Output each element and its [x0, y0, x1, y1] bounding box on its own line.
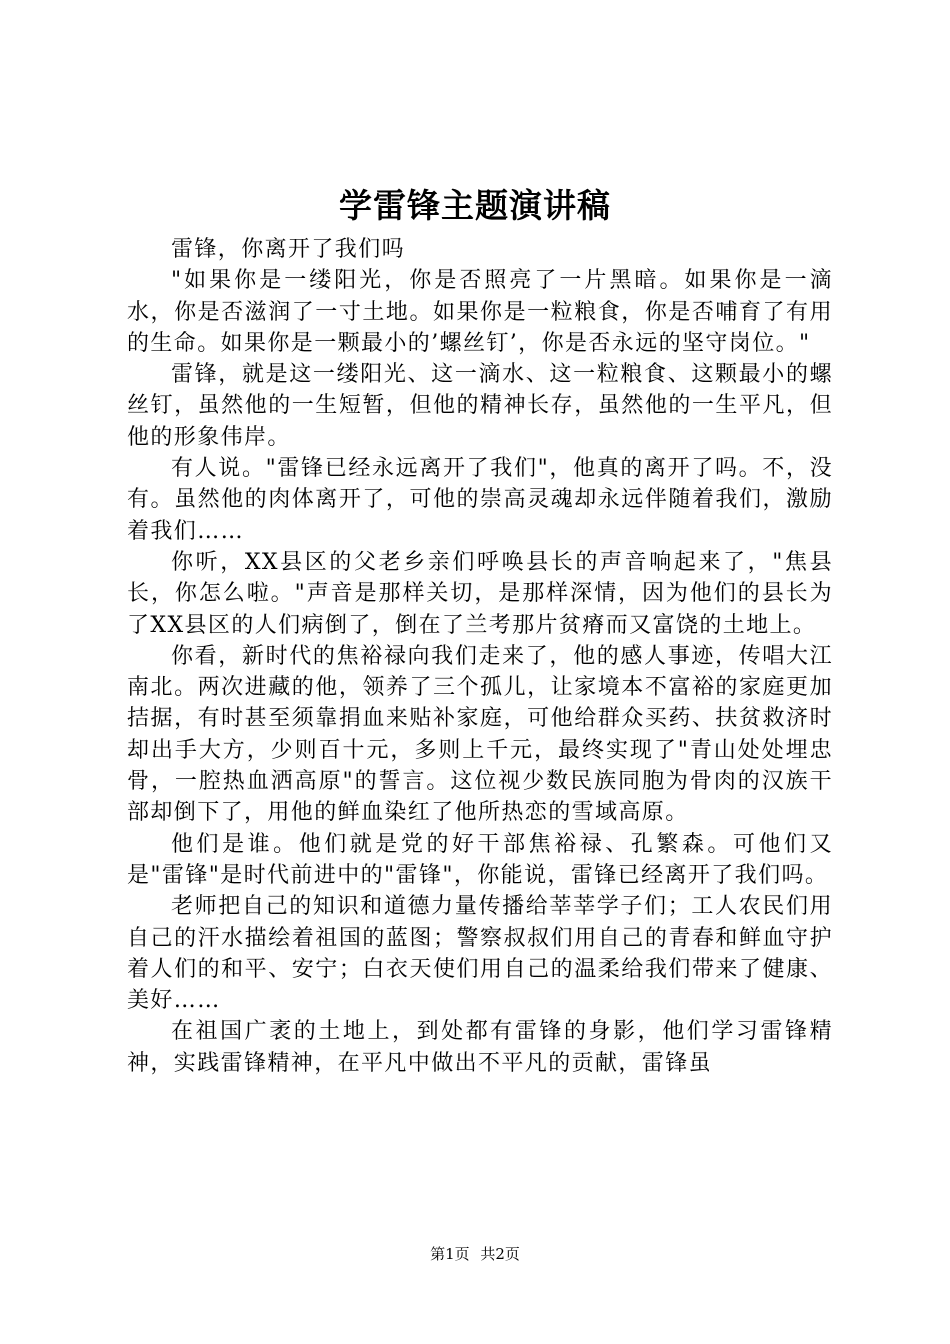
paragraph: 雷锋，你离开了我们吗 — [171, 237, 406, 262]
paragraph: 你听，XX县区的父老乡亲们呼唤县长的声音响起来了，"焦县长，你怎么啦。"声音是那样关切，是那样深情，因为他们的县长为了XX县区的人们病倒了，倒在了兰考那片贫瘠而又富饶的土地上。 — [127, 549, 833, 638]
paragraph: 老师把自己的知识和道德力量传播给莘莘学子们；工人农民们用自己的汗水描绘着祖国的蓝图；警察叔叔们用自己的青春和鲜血守护着人们的和平、安宁；白衣天使们用自己的温柔给我们带来了健康、美好…… — [127, 894, 833, 1014]
page-footer — [0, 1244, 950, 1264]
paragraph: "如果你是一缕阳光，你是否照亮了一片黑暗。如果你是一滴水，你是否滋润了一寸土地。如果你是一粒粮食，你是否哺育了有用的生命。如果你是一颗最小的’螺丝钉’，你是否永远的坚守岗位。" — [127, 268, 833, 356]
document-body — [127, 234, 833, 1079]
document-title: 学雷锋主题演讲稿 — [339, 186, 611, 225]
paragraph: 他们是谁。他们就是党的好干部焦裕禄、孔繁森。可他们又是"雷锋"是时代前进中的"雷锋"，你能说，雷锋已经离开了我们吗。 — [127, 831, 833, 888]
page-number: 第1页 — [430, 1245, 470, 1263]
paragraph: 你看，新时代的焦裕禄向我们走来了，他的感人事迹，传唱大江南北。两次进藏的他，领养了三个孤儿，让家境本不富裕的家庭更加拮据，有时甚至须靠捐血来贴补家庭，可他给群众买药、扶贫救济时却出手大方，少则百十元，多则上千元，最终实现了"青山处处埋忠骨，一腔热血洒高原"的誓言。这位视少数民族同胞为骨肉的汉族干部却倒下了，用他的鲜血染红了他所热恋的雪域高原。 — [127, 643, 833, 826]
paragraph: 在祖国广袤的土地上，到处都有雷锋的身影，他们学习雷锋精神，实践雷锋精神，在平凡中做出不平凡的贡献，雷锋虽 — [127, 1019, 833, 1076]
paragraph: 雷锋，就是这一缕阳光、这一滴水、这一粒粮食、这颗最小的螺丝钉，虽然他的一生短暂，但他的精神长存，虽然他的一生平凡，但他的形象伟岸。 — [127, 362, 833, 450]
paragraph: 有人说。"雷锋已经永远离开了我们"，他真的离开了吗。不，没有。虽然他的肉体离开了，可他的崇高灵魂却永远伴随着我们，激励着我们…… — [127, 456, 833, 544]
page-total: 共2页 — [480, 1245, 520, 1263]
